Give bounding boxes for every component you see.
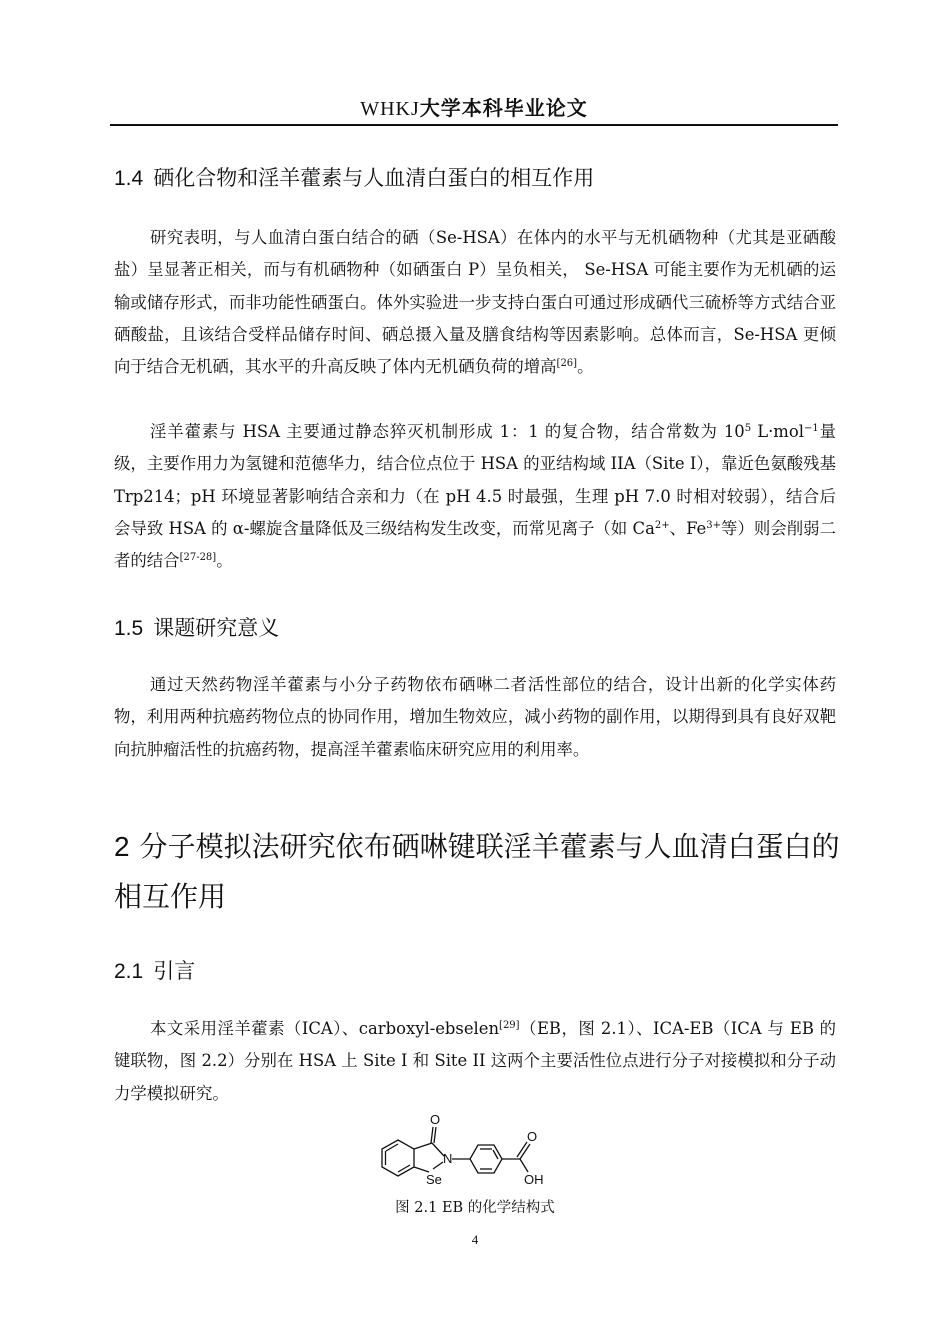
page-number: 4 (471, 1232, 479, 1247)
paragraph-text: 等）则会削弱二者的结合 (114, 518, 836, 571)
superscript: 2+ (654, 519, 670, 531)
paragraph-text: 淫羊藿素与 HSA 主要通过静态猝灭机制形成 1：1 的复合物，结合常数为 10 (150, 422, 745, 441)
superscript: −1 (803, 423, 819, 434)
header-latin: WHKJ (360, 98, 420, 120)
chapter-heading-2 (114, 822, 844, 922)
citation: [26] (556, 358, 578, 370)
atom-label-oh: OH (524, 1172, 544, 1187)
running-header (110, 92, 838, 121)
paragraph-text: 量级，主要作用力为氢键和范德华力，结合位点位于 HSA 的亚结构域 IIA（Site I），靠近色氨酸残基 Trp214；pH 环境显著影响结合亲和力（在 pH 4.5 时最强，生理 pH 7.0 时相对较弱），结合后会导致 HSA 的 α-螺旋含量降低及三级结构发生改变，而常见离子（如 Ca (114, 422, 836, 538)
atom-label-n: N (443, 1151, 453, 1166)
section-title: 硒化合物和淫羊藿素与人血清白蛋白的相互作用 (153, 166, 595, 190)
paragraph-1-5: 通过天然药物淫羊藿素与小分子药物依布硒啉二者活性部位的结合，设计出新的化学实体药物，利用两种抗癌药物位点的协同作用，增加生物效应，减小药物的副作用，以期得到具有良好双靶向抗肿瘤活性的抗癌药物，提高淫羊藿素临床研究应用的利用率。 (114, 675, 836, 759)
chapter-number: 2 (114, 831, 130, 862)
paragraph-text: 研究表明，与人血清白蛋白结合的硒（Se-HSA）在体内的水平与无机硒物种（尤其是亚硒酸盐）呈显著正相关，而与有机硒物种（如硒蛋白 P）呈负相关， Se-HSA 可能主要作为无机硒的运输或储存形式，而非功能性硒蛋白。体外实验进一步支持白蛋白可通过形成硒代三硫桥等方式结合亚硒酸盐，且该结合受样品储存时间、硒总摄入量及膳食结构等因素影响。总体而言，Se-HSA 更倾向于结合无机硒，其水平的升高反映了体内无机硒负荷的增高 (114, 228, 836, 377)
section-heading-2-1 (114, 955, 195, 985)
section-heading-1-5 (114, 612, 279, 642)
paragraph-text: L·mol (751, 422, 804, 441)
section-number: 1.5 (114, 617, 144, 640)
section-title: 课题研究意义 (153, 616, 280, 640)
section-number: 2.1 (114, 960, 144, 983)
atom-label-acid-o: O (527, 1129, 538, 1144)
paragraph-text: （EB，图 2.1）、ICA-EB（ICA 与 EB 的键联物，图 2.2）分别在 HSA 上 Site I 和 Site II 这两个主要活性位点进行分子对接模拟和分子动力学模拟研究。 (114, 1019, 836, 1103)
section-title: 引言 (153, 959, 196, 983)
paragraph-1-4-a (114, 222, 836, 383)
superscript: 5 (744, 423, 752, 434)
eb-structure-figure (370, 1112, 580, 1192)
header-rule (110, 124, 838, 126)
paragraph-text: 、Fe (669, 518, 707, 538)
paragraph-2-1 (114, 1013, 836, 1110)
section-heading-1-4 (114, 162, 594, 192)
atom-label-carbonyl-o: O (430, 1112, 441, 1127)
citation: [29] (499, 1020, 520, 1031)
paragraph-end: 。 (216, 551, 233, 571)
figure-caption: 图 2.1 EB 的化学结构式 (395, 1200, 555, 1216)
paragraph-text: 本文采用淫羊藿素（ICA）、carboxyl-ebselen (150, 1019, 500, 1038)
header-title: 大学本科毕业论文 (419, 96, 588, 120)
eb-bonds (382, 1127, 530, 1176)
superscript: 3+ (706, 519, 721, 531)
atom-label-se: Se (426, 1172, 442, 1187)
chapter-title: 分子模拟法研究依布硒啉键联淫羊藿素与人血清白蛋白的相互作用 (114, 830, 840, 913)
citation: [27-28] (179, 552, 217, 564)
section-number: 1.4 (114, 167, 144, 190)
paragraph-1-4-b (114, 416, 836, 577)
paragraph-end: 。 (577, 357, 594, 377)
